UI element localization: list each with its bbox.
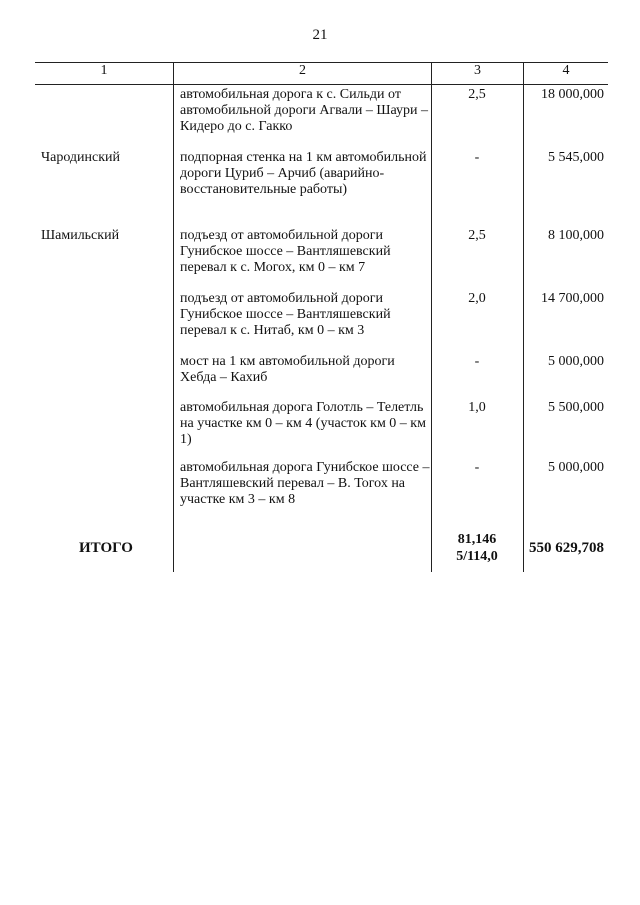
row-length: 2,5 xyxy=(468,87,486,102)
header-col-3: 3 xyxy=(474,63,481,78)
row-region: Чародинский xyxy=(41,150,121,165)
total-length-line2: 5/114,0 xyxy=(456,549,498,564)
row-length: - xyxy=(474,460,480,475)
row-description: мост на 1 км автомобильной дороги Хебда – Кахиб xyxy=(180,354,395,386)
row-description: подъезд от автомобильной дороги Гунибское шоссе – Вантляшевский перевал к с. Могох, км 0 – км 7 xyxy=(180,228,391,276)
row-length: - xyxy=(474,354,480,369)
row-description: автомобильная дорога Голотль – Телетль на участке км 0 – км 4 (участок км 0 – км 1) xyxy=(180,400,426,448)
total-label: ИТОГО xyxy=(79,540,133,556)
row-length: 2,5 xyxy=(468,228,486,243)
row-amount: 5 000,000 xyxy=(548,354,604,369)
row-length: - xyxy=(474,150,480,165)
row-amount: 5 000,000 xyxy=(548,460,604,475)
column-divider-2 xyxy=(431,62,432,572)
column-divider-3 xyxy=(523,62,524,572)
header-col-4: 4 xyxy=(562,63,570,78)
total-amount: 550 629,708 xyxy=(529,540,604,556)
row-length: 1,0 xyxy=(468,400,486,415)
row-description: автомобильная дорога к с. Сильди от автомобильной дороги Агвали – Шаури – Кидеро до с. Гакко xyxy=(180,87,429,135)
row-description: подъезд от автомобильной дороги Гунибское шоссе – Вантляшевский перевал к с. Нитаб, км 0 – км 3 xyxy=(180,291,391,339)
row-length: 2,0 xyxy=(468,291,486,306)
row-amount: 14 700,000 xyxy=(541,291,604,306)
row-amount: 5 545,000 xyxy=(548,150,604,165)
total-length-line1: 81,146 xyxy=(457,532,497,547)
row-amount: 8 100,000 xyxy=(548,228,604,243)
column-divider-1 xyxy=(173,62,174,572)
header-col-2: 2 xyxy=(299,63,306,78)
page-number: 21 xyxy=(312,27,328,43)
header-col-1: 1 xyxy=(100,63,108,78)
row-region: Шамильский xyxy=(41,228,120,243)
row-amount: 5 500,000 xyxy=(548,400,604,415)
row-description: автомобильная дорога Гунибское шоссе – Вантляшевский перевал – В. Тогох на участке км 3 – км 8 xyxy=(180,460,430,508)
row-description: подпорная стенка на 1 км автомобильной дороги Цуриб – Арчиб (аварийно-восстановительные работы) xyxy=(180,150,427,198)
row-amount: 18 000,000 xyxy=(541,87,604,102)
